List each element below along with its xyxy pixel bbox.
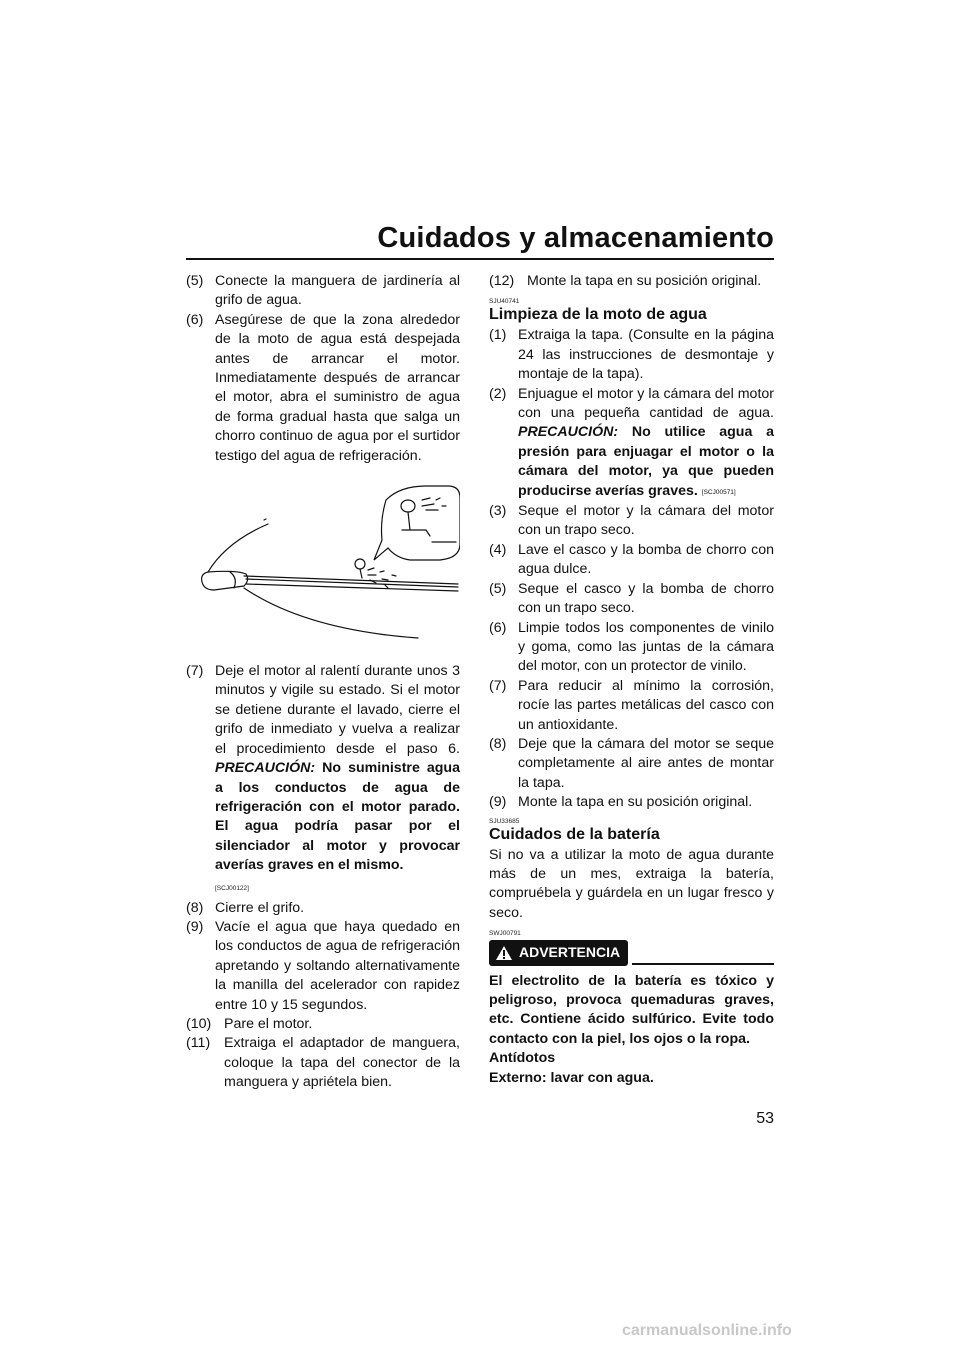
item-number: (12)	[489, 273, 515, 289]
list-item	[489, 326, 774, 384]
item-text: Vacíe el agua que haya quedado en los conductos de agua de refrigeración apretando y soltando alternativamente la manilla del acelerador con rapidez entre 10 y 15 segundos.	[215, 918, 460, 1013]
caution-label: PRECAUCIÓN:	[518, 424, 619, 441]
item-number: (8)	[186, 899, 204, 916]
item-text: Seque el casco y la bomba de chorro con un trapo seco.	[518, 580, 774, 617]
item-number: (1)	[489, 327, 507, 344]
item-number: (4)	[489, 541, 507, 558]
left-column	[186, 272, 460, 1093]
list-item	[489, 541, 774, 580]
reference-code: [SCJ00571]	[701, 488, 736, 496]
item-text: Para reducir al mínimo la corrosión, rocíe las partes metálicas del casco con un antioxidante.	[518, 677, 774, 733]
caution-label: PRECAUCIÓN:	[215, 760, 316, 777]
list-item	[489, 735, 774, 793]
antidote-title: Antídotos	[489, 1050, 556, 1067]
item-text: Limpie todos los componentes de vinilo y goma, como las juntas de la cámara del motor, con un protector de vinilo.	[518, 619, 774, 675]
item-text: Conecte la manguera de jardinería al grifo de agua.	[215, 273, 460, 309]
list-item	[186, 918, 460, 1015]
warning-label: ADVERTENCIA	[519, 944, 621, 961]
item-number: (3)	[489, 503, 507, 520]
item-text: Lave el casco y la bomba de chorro con agua dulce.	[518, 541, 774, 578]
item-text: Monte la tapa en su posición original.	[527, 273, 762, 289]
list-item	[186, 1015, 460, 1034]
item-number: (11)	[186, 1035, 211, 1052]
item-number: (9)	[186, 918, 204, 935]
item-number: (5)	[489, 580, 507, 597]
list-item	[489, 385, 774, 502]
list-item	[186, 311, 460, 466]
item-number: (10)	[186, 1015, 212, 1032]
list-item	[489, 580, 774, 619]
section-title-cleaning: Limpieza de la moto de agua	[489, 306, 707, 324]
item-text: Deje que la cámara del motor se seque completamente al aire antes de montar la tapa.	[518, 735, 774, 791]
footer-watermark: carmanualsonline.info	[622, 1322, 792, 1339]
item-text: Extraiga el adaptador de manguera, coloque la tapa del conector de la manguera y apriétela bien.	[224, 1035, 460, 1091]
reference-code: [SCJ00122]	[215, 884, 249, 892]
item-text: Extraiga la tapa. (Consulte en la página 24 las instrucciones de desmontaje y montaje de la tapa).	[518, 327, 774, 383]
battery-paragraph: Si no va a utilizar la moto de agua durante más de un mes, extraiga la batería, compruébela y guárdela en un lugar fresco y seco.	[489, 846, 774, 921]
section-code: SJU40741	[489, 298, 520, 306]
section-title-battery: Cuidados de la batería	[489, 825, 660, 843]
item-number: (6)	[489, 619, 507, 636]
item-text: Enjuague el motor y la cámara del motor con una pequeña cantidad de agua.	[518, 385, 774, 422]
warning-triangle-icon	[495, 945, 513, 961]
item-number: (2)	[489, 385, 507, 402]
page-number: 53	[756, 1110, 774, 1127]
header-divider	[186, 258, 774, 260]
list-item	[489, 677, 774, 735]
list-item	[186, 662, 460, 892]
list-item	[186, 1034, 460, 1092]
warning-text: El electrolito de la batería es tóxico y peligroso, provoca quemaduras graves, etc. Contiene ácido sulfúrico. Evite todo contacto con la piel, los ojos o la ropa.	[489, 972, 774, 1047]
item-text: Deje el motor al ralentí durante unos 3 minutos y vigile su estado. Si el motor se detiene durante el lavado, cierre el grifo de inmediato y vuelva a realizar el procedimiento desde el paso 6.	[215, 663, 460, 757]
warning-header	[489, 940, 774, 965]
list-item	[489, 502, 774, 541]
list-item	[489, 619, 774, 677]
page-title: Cuidados y almacenamiento	[377, 222, 774, 254]
list-item	[489, 793, 774, 812]
list-item	[186, 272, 460, 311]
warning-code: SWJ00791	[489, 930, 521, 938]
caution-text: No utilice agua a presión para enjuagar el motor o la cámara del motor, ya que pueden producirse averías graves.	[518, 424, 774, 499]
caution-text: No suministre agua a los conductos de agua de refrigeración con el motor parado. El agua podría pasar por el silenciador al motor y provocar averías graves en el mismo.	[215, 760, 460, 874]
section-code: SJU33685	[489, 817, 520, 825]
item-number: (6)	[186, 311, 204, 328]
list-item	[186, 899, 460, 918]
item-number: (9)	[489, 794, 507, 811]
antidote-text: Externo: lavar con agua.	[489, 1069, 654, 1086]
warning-badge	[489, 940, 628, 965]
item-text: Seque el motor y la cámara del motor con un trapo seco.	[518, 503, 774, 539]
list-item	[489, 272, 774, 291]
item-number: (7)	[186, 663, 204, 680]
right-column	[489, 272, 774, 1088]
item-text: Asegúrese de que la zona alrededor de la moto de agua está despejada antes de arrancar el motor. Inmediatamente después de arrancar el motor, abra el suministro de agua de forma gradual hasta que salga un chorro continuo de agua por el surtidor testigo del agua de refrigeración.	[215, 311, 460, 464]
item-number: (8)	[489, 735, 507, 752]
item-text: Monte la tapa en su posición original.	[518, 794, 753, 811]
watercraft-flush-illustration	[186, 480, 460, 650]
item-text: Pare el motor.	[224, 1015, 313, 1032]
item-text: Cierre el grifo.	[215, 899, 305, 916]
warning-rule	[632, 963, 774, 965]
item-number: (5)	[186, 273, 204, 289]
item-number: (7)	[489, 677, 507, 694]
